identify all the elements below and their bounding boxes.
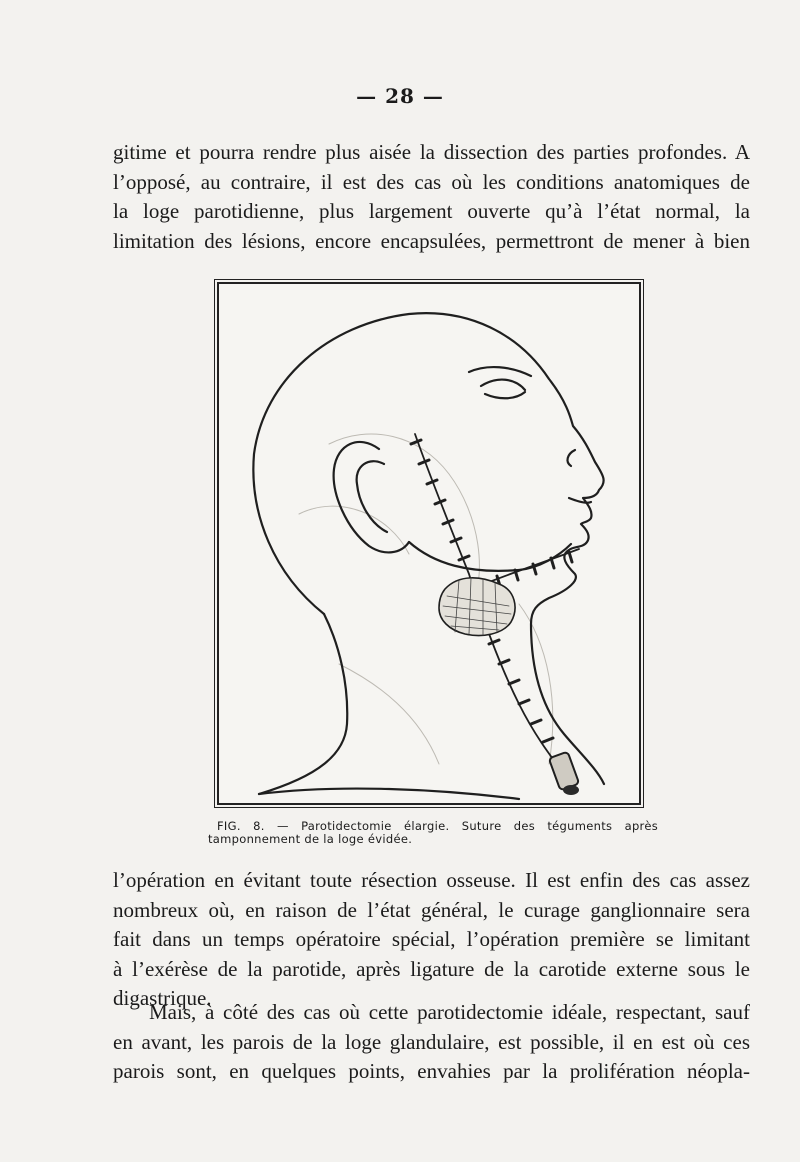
text-line: limitation des lésions, encore encapsulées, permettront de mener à bien	[113, 228, 750, 253]
caption-line: tamponnement de la loge évidée.	[208, 832, 413, 846]
text-line: Mais, à côté des cas où cette parotidectomie idéale, respectant, sauf	[149, 1000, 750, 1024]
neck-back-line	[259, 614, 347, 794]
text-line: nombreux où, en raison de l’état général, le curage ganglionnaire sera	[113, 897, 750, 922]
text-line: parois sont, en quelques points, envahies par la prolifération néopla-	[113, 1059, 750, 1083]
text-line: digastrique.	[113, 986, 212, 1010]
figure-caption	[208, 820, 658, 846]
brow	[469, 367, 531, 376]
figure-illustration	[217, 282, 641, 805]
paragraph-3	[113, 998, 750, 1087]
paragraph-2	[113, 866, 750, 1014]
text-line: à l’exérèse de la parotide, après ligature de la carotide externe sous le	[113, 956, 750, 981]
ear-outer	[334, 442, 409, 552]
jaw-line	[409, 542, 571, 571]
eye-upper	[481, 380, 525, 390]
drain-tube	[549, 752, 579, 795]
caption-line: FIG. 8. — Parotidectomie élargie. Suture des téguments après	[217, 819, 658, 833]
text-line: la loge parotidienne, plus largement ouverte qu’à l’état normal, la	[113, 199, 750, 223]
text-line: en avant, les parois de la loge glandulaire, est possible, il en est où ces	[113, 1029, 750, 1054]
text-line: l’opération en évitant toute résection osseuse. Il est enfin des cas assez	[113, 868, 750, 892]
paragraph-1	[113, 138, 750, 256]
text-line: gitime et pourra rendre plus aisée la dissection des parties profondes. A	[113, 140, 750, 164]
head-neck-illustration	[219, 284, 639, 803]
text-line: fait dans un temps opératoire spécial, l’opération première se limitant	[113, 927, 750, 951]
shoulder-curve	[259, 789, 519, 799]
text-line: l’opposé, au contraire, il est des cas où les conditions anatomiques de	[113, 169, 750, 194]
page-number: — 28 —	[356, 84, 444, 108]
ear-inner	[357, 461, 387, 532]
head-profile	[253, 313, 604, 784]
eye-lower	[485, 392, 525, 398]
nostril	[568, 450, 575, 466]
